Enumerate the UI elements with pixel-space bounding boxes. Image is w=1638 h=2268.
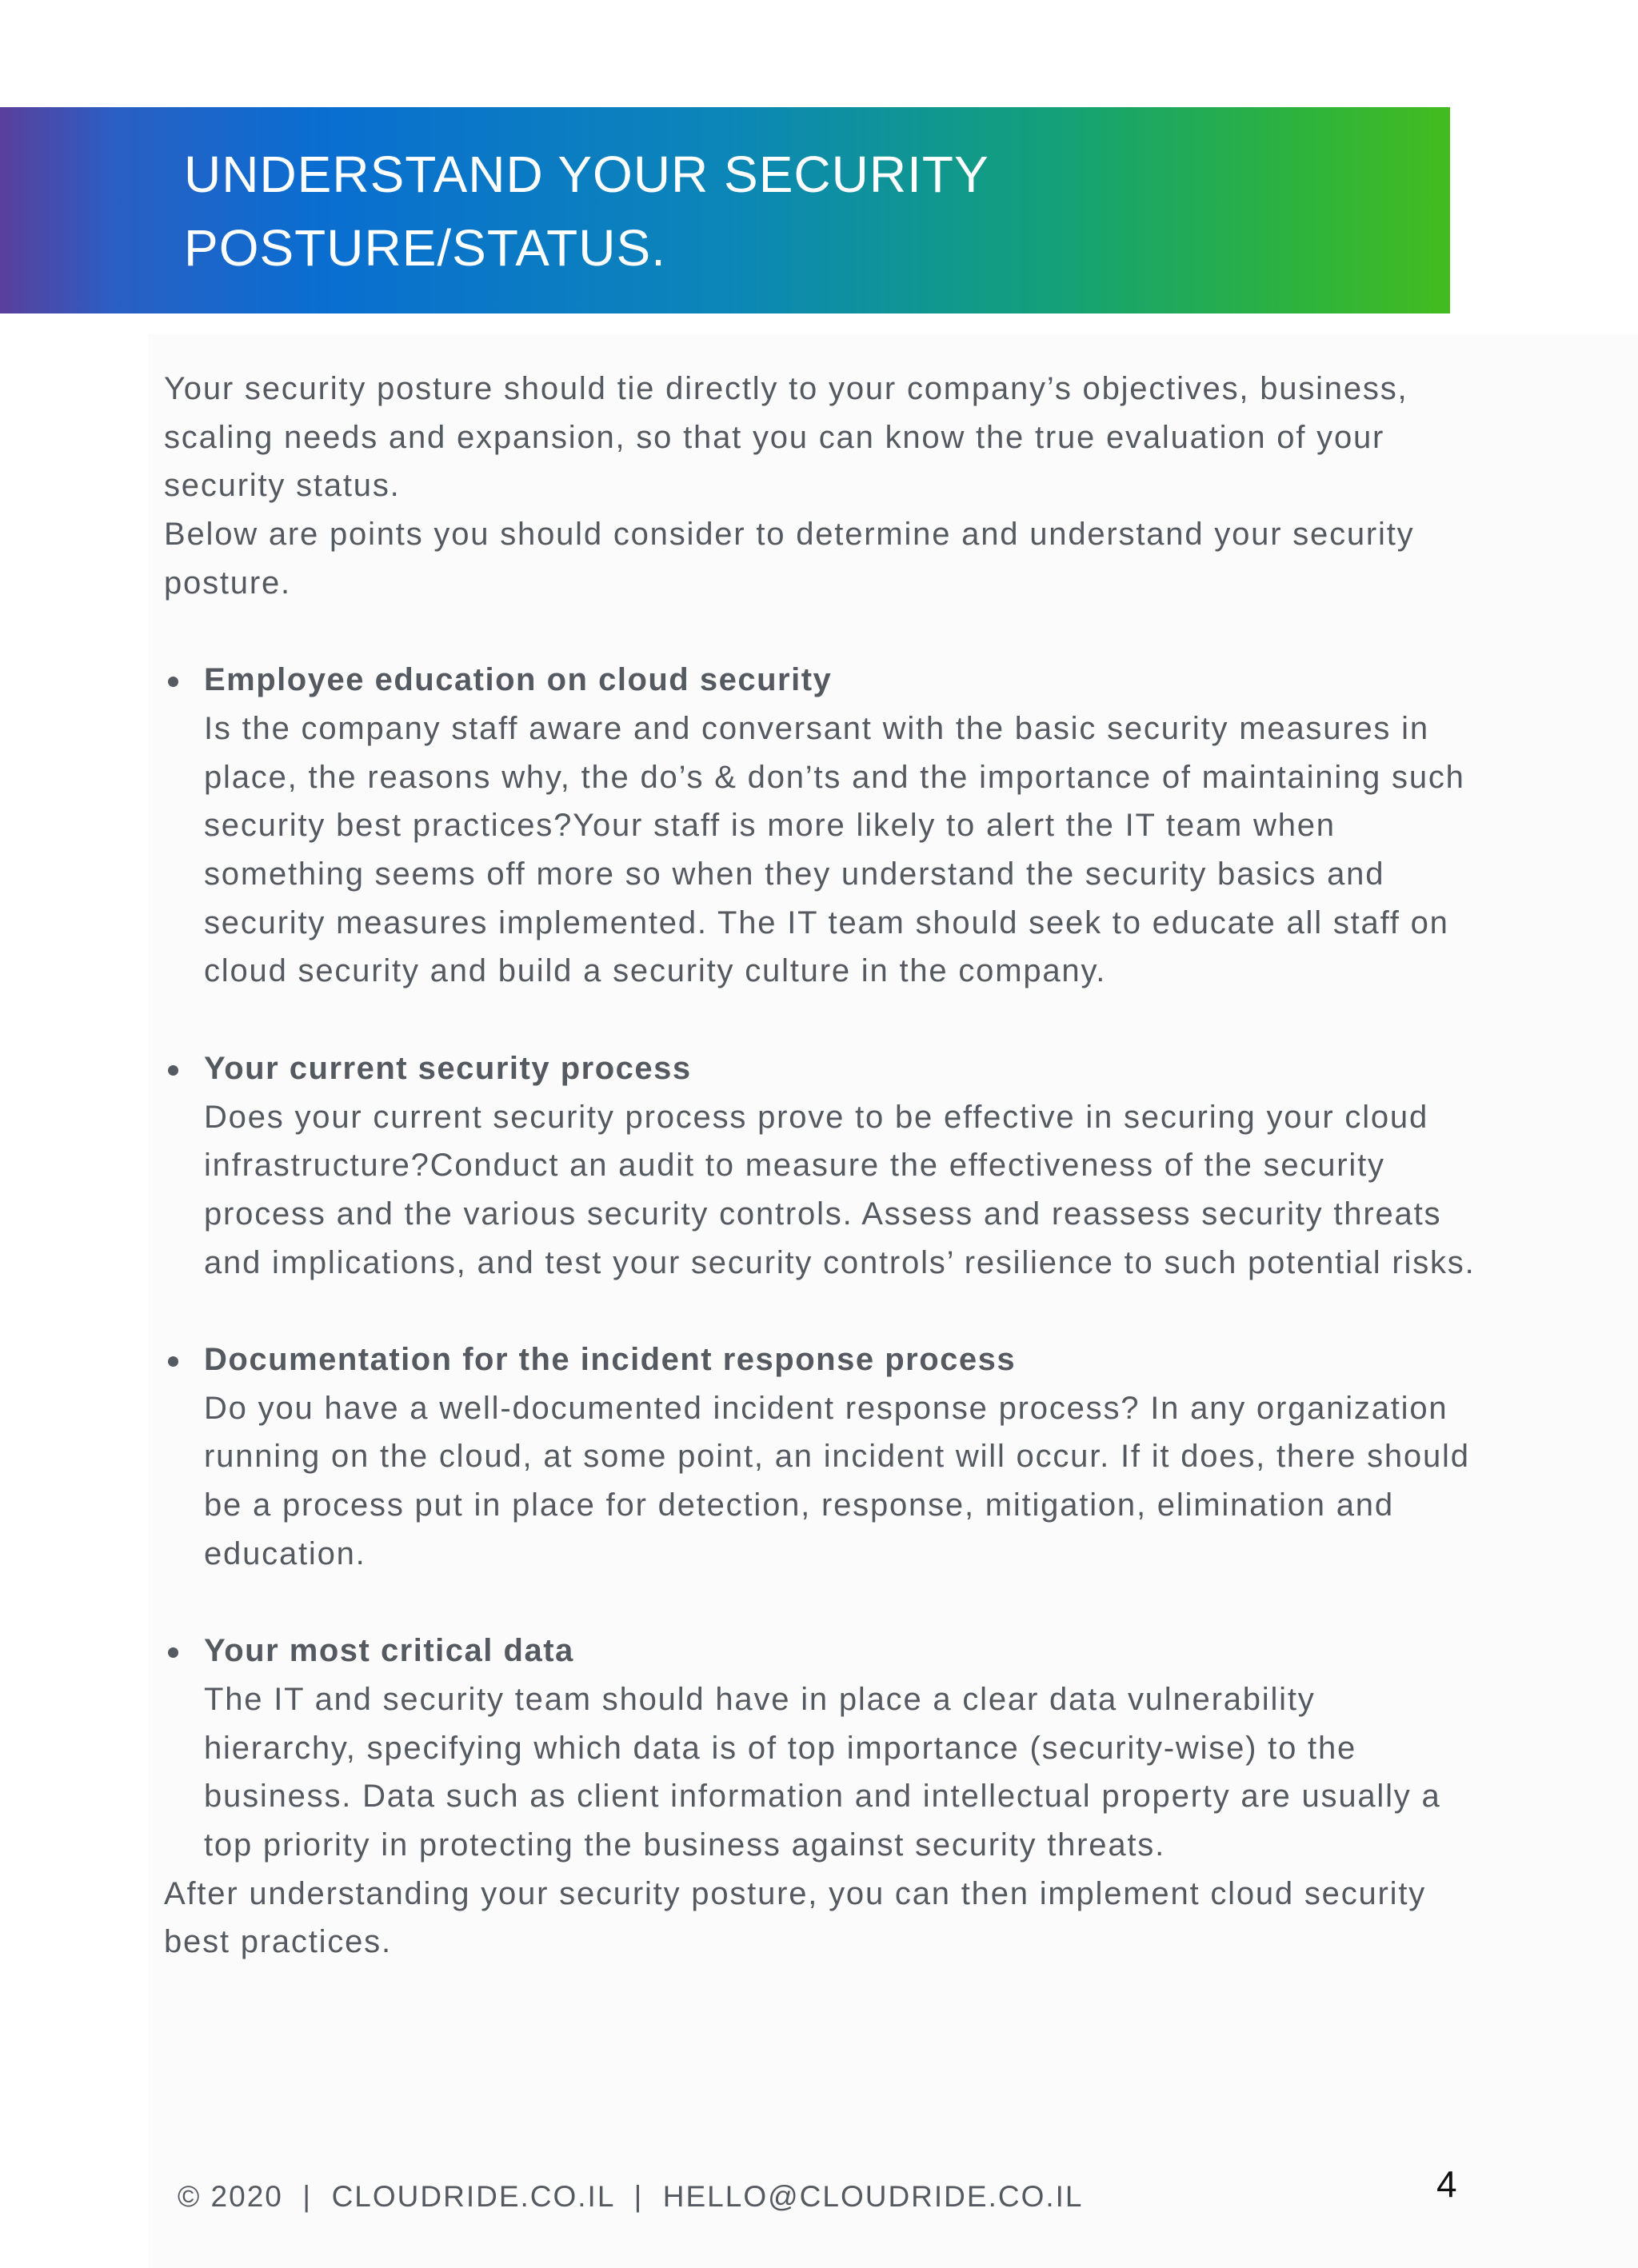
footer-text: © 2020 | CLOUDRIDE.CO.IL | HELLO@CLOUDRIDE.CO.IL	[178, 2180, 1084, 2213]
document-body	[164, 365, 1476, 1967]
bullet-icon	[168, 1647, 178, 1658]
point-heading: Your most critical data	[204, 1633, 574, 1669]
point-text: Is the company staff aware and conversant with the basic security measures in place, the reasons why, the do’s & don’ts and the importance of maintaining such security best practices?Your staff is more likely to alert the IT team when something seems off more so when they understand the security basics and security measures implemented. The IT team should seek to educate all staff on cloud security and build a security culture in the company.	[204, 710, 1465, 989]
list-item	[164, 1627, 1476, 1870]
point-heading: Your current security process	[204, 1050, 692, 1086]
point-heading: Employee education on cloud security	[204, 662, 833, 698]
intro-paragraph: Below are points you should consider to determine and understand your security posture.	[164, 517, 1415, 601]
point-heading: Documentation for the incident response process	[204, 1342, 1017, 1378]
title-line-2: POSTURE/STATUS.	[184, 219, 666, 277]
list-item	[164, 1044, 1476, 1288]
intro-paragraph: Your security posture should tie directly to your company’s objectives, business, scaling needs and expansion, so that you can know the true evaluation of your security status.	[164, 371, 1408, 504]
page-title	[184, 138, 1384, 285]
point-text: The IT and security team should have in place a clear data vulnerability hierarchy, specifying which data is of top importance (security-wise) to the business. Data such as client information and intellectual property are usually a top priority in protecting the business against security threats.	[204, 1681, 1441, 1863]
point-text: Do you have a well-documented incident response process? In any organization running on the cloud, at some point, an incident will occur. If it does, there should be a process put in place for detection, response, mitigation, elimination and education.	[204, 1390, 1470, 1571]
bullet-icon	[168, 1065, 178, 1076]
bullet-icon	[168, 1356, 178, 1367]
point-text: Does your current security process prove to be effective in securing your cloud infrastructure?Conduct an audit to measure the effectiveness of the security process and the various security controls. Assess and reassess security threats and implications, and test your security controls’ resilience to such potential risks.	[204, 1099, 1476, 1280]
title-line-1: UNDERSTAND YOUR SECURITY	[184, 146, 989, 203]
page-number: 4	[1436, 2163, 1457, 2205]
closing-paragraph: After understanding your security posture, you can then implement cloud security best practices.	[164, 1875, 1427, 1960]
list-item	[164, 656, 1476, 996]
bullet-icon	[168, 677, 178, 687]
list-item	[164, 1336, 1476, 1579]
